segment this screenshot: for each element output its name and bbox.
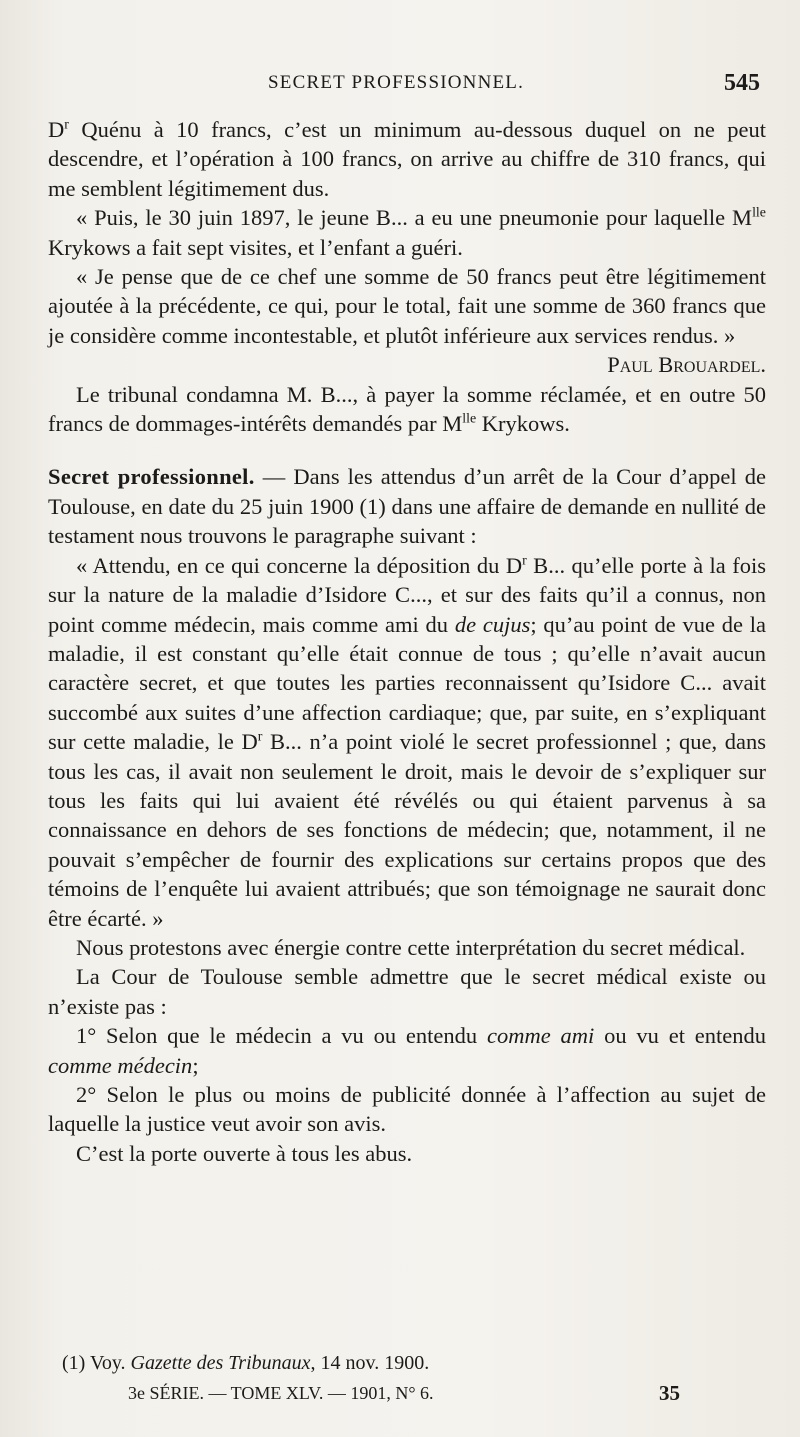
signature: Paul Brouardel. — [607, 352, 766, 378]
text-run: D — [48, 117, 65, 142]
italic-text: comme ami — [486, 1023, 595, 1049]
text-run: 1° Selon que le médecin a vu ou entendu — [76, 1023, 487, 1049]
text-run: Krykows. — [476, 411, 570, 437]
section-spacer — [48, 438, 766, 462]
text-run: B... n’a point violé le secret professionnel ; que, dans tous les cas, il avait non seulement le droit, mais le devoir de s’expliquer sur tous les faits qui lui avaient été révélés ou qui étaient parvenus à sa connaissance en dehors de ses fonctions de médecin; que, notamment, il ne pouvait s’empêcher de fournir des explications sur certains propos que des témoins de l’enquête lui avaient attribués; que son témoignage ne saurait donc être écarté. » — [48, 729, 766, 931]
paragraph — [48, 962, 766, 1021]
series-info: 3e SÉRIE. — TOME XLV. — 1901, N° 6. — [128, 1383, 434, 1403]
paragraph — [48, 115, 766, 203]
footnote — [62, 1350, 762, 1376]
section-heading: Secret professionnel. — [48, 464, 255, 490]
text-run: ; qu’au point de vue de la maladie, il est constant qu’elle était connue de tous ; qu’elle n’avait aucun caractère secret, et que toutes les parties reconnaissent qu’Isidore C... avait succombé aux suites d’une affection cardiaque; que, par suite, en s’expliquant sur cette maladie, le D — [48, 611, 767, 755]
text-run: Le tribunal condamna M. B..., à payer la somme réclamée, et en outre 50 francs de dommages-intérêts demandés par M — [48, 381, 766, 437]
text-run: La Cour de Toulouse semble admettre que le secret médical existe ou n’existe pas : — [48, 964, 766, 1019]
text-run: « Attendu, en ce qui concerne la déposition du D — [76, 552, 523, 578]
paragraph — [48, 380, 766, 439]
superscript: lle — [462, 411, 477, 427]
text-run: ; — [192, 1052, 199, 1078]
text-run: , 14 nov. 1900. — [310, 1352, 430, 1374]
paragraph — [48, 551, 766, 933]
paragraph — [48, 1021, 766, 1080]
text-run: « Puis, le 30 juin 1897, le jeune B... a eu une pneumonie pour laquelle M — [76, 205, 753, 231]
italic-text: Gazette des Tribunaux — [130, 1352, 311, 1374]
body-text — [48, 115, 766, 1168]
italic-text: de cujus — [454, 611, 531, 637]
running-header — [46, 72, 760, 102]
text-run: Krykows a fait sept visites, et l’enfant a guéri. — [48, 234, 463, 260]
text-run: Quénu à 10 francs, c’est un minimum au-dessous duquel on ne peut descendre, et l’opération à 100 francs, on arrive au chiffre de 310 francs, qui me semblent légitimement dus. — [48, 117, 766, 201]
superscript: r — [257, 729, 263, 745]
text-run: B... qu’elle porte à la fois sur la nature de la maladie d’Isidore C..., et sur des faits qu’il a connus, non point comme médecin, mais comme ami du — [48, 552, 766, 637]
italic-text: comme médecin — [48, 1052, 193, 1078]
page-number: 545 — [724, 70, 760, 96]
sheet-number: 35 — [659, 1381, 680, 1405]
running-title: SECRET PROFESSIONNEL. — [268, 72, 525, 93]
text-run: (1) Voy. — [62, 1352, 131, 1374]
paragraph — [48, 1080, 766, 1139]
superscript: r — [64, 117, 69, 133]
paragraph — [48, 1139, 766, 1168]
paragraph — [48, 262, 766, 380]
text-run: ou vu et entendu — [594, 1023, 766, 1049]
text-run: C’est la porte ouverte à tous les abus. — [76, 1140, 413, 1166]
paragraph — [48, 203, 766, 262]
paragraph — [48, 462, 766, 550]
text-run: « Je pense que de ce chef une somme de 50 francs peut être légitimement ajoutée à la précédente, ce qui, pour le total, fait une somme de 360 francs que je considère comme incontestable, et plutôt inférieure aux services rendus. » — [48, 264, 766, 348]
text-run: Nous protestons avec énergie contre cette interprétation du secret médical. — [76, 934, 746, 960]
superscript: lle — [752, 205, 766, 221]
text-run: — Dans les attendus d’un arrêt de la Cour d’appel de Toulouse, en date du 25 juin 1900 (1) dans une affaire de demande en nullité de testament nous trouvons le paragraphe suivant : — [48, 464, 766, 549]
text-run: 2° Selon le plus ou moins de publicité donnée à l’affection au sujet de laquelle la justice veut avoir son avis. — [48, 1082, 766, 1137]
superscript: r — [522, 553, 527, 569]
paragraph — [48, 933, 766, 962]
